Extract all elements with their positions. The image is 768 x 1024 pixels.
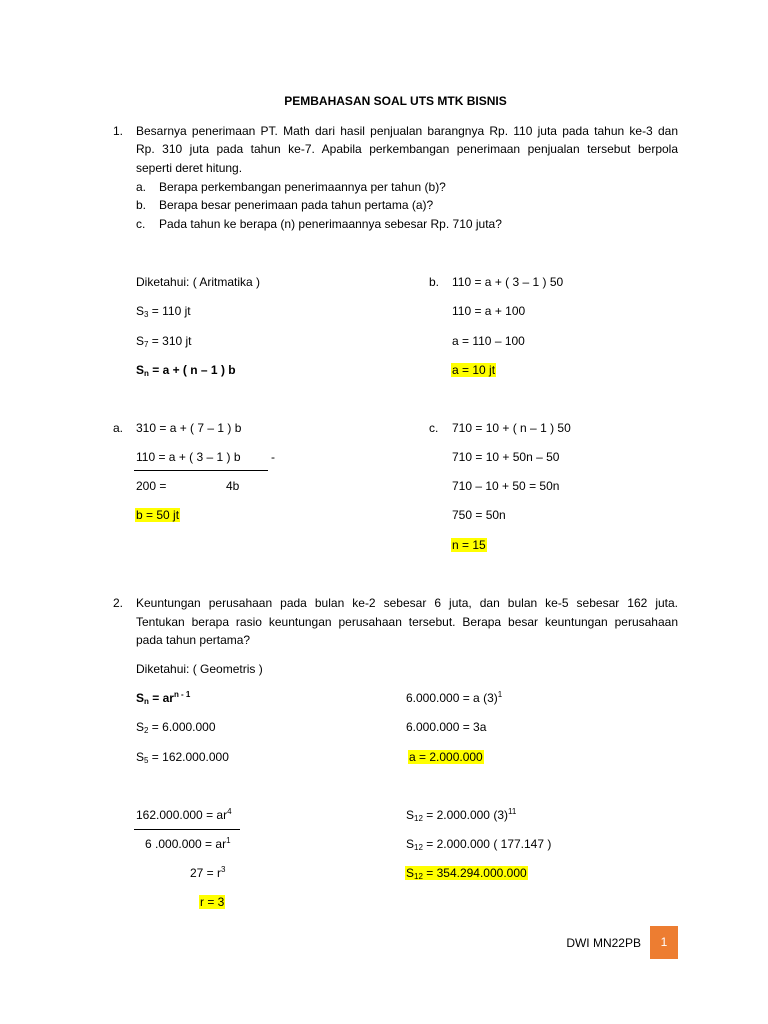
q2-first-term-eq1 [406, 690, 502, 706]
q1-number: 1. [113, 124, 124, 138]
symbol: S [406, 866, 415, 880]
q1-question-a: Berapa perkembangan penerimaannya per tahun (b)? [159, 180, 446, 194]
page-number-badge [650, 926, 678, 959]
q2-line-1: Keuntungan perusahaan pada bulan ke-2 sebesar 6 juta, dan bulan ke-5 sebesar 162 juta. [136, 596, 678, 610]
symbol: S [136, 304, 145, 318]
q2-number: 2. [113, 596, 124, 610]
q1-given-s3 [136, 303, 191, 319]
q2-first-term-eq2: 6.000.000 = 3a [406, 720, 487, 734]
q2-s12-eq2 [406, 836, 551, 852]
value: = 354.294.000.000 [422, 866, 527, 880]
q2-s12-final [405, 866, 528, 880]
exponent: 4 [227, 807, 232, 816]
symbol: S [136, 720, 145, 734]
subscript: 12 [414, 814, 423, 823]
q2-ratio-final-row [199, 894, 225, 910]
q1-answer-b-final-row [451, 362, 496, 378]
value: = ar [148, 691, 174, 705]
q1-answer-a-eq2: 110 = a + ( 3 – 1 ) b [136, 450, 241, 464]
q1-answer-c-step-1: 710 = 10 + ( n – 1 ) 50 [452, 421, 571, 435]
symbol: S [136, 363, 145, 377]
symbol: S [136, 334, 145, 348]
value: = 310 jt [148, 334, 192, 348]
q1-answer-a-result-left: 200 = [136, 479, 167, 493]
q2-line-3: pada tahun pertama? [136, 633, 251, 647]
q2-ratio-denominator [145, 836, 231, 852]
symbol: S [406, 837, 415, 851]
q1-answer-c-final-row [451, 537, 487, 553]
q1-answer-a-operator: - [271, 450, 275, 464]
value: 162.000.000 = ar [136, 808, 228, 822]
q2-ratio-final: r = 3 [200, 895, 225, 909]
q2-ratio-result [190, 865, 225, 881]
q1-question-b-marker: b. [136, 198, 147, 212]
subscript: 7 [144, 340, 149, 349]
q2-given-formula [136, 690, 190, 706]
q1-line-1: Besarnya penerimaan PT. Math dari hasil penjualan barangnya Rp. 110 juta pada tahun ke-3 dan [136, 124, 678, 138]
value: = 162.000.000 [148, 750, 229, 764]
q1-answer-c-step-4: 750 = 50n [452, 508, 506, 522]
q2-given-heading: Diketahui: ( Geometris ) [136, 662, 263, 676]
q2-ratio-division-line [134, 829, 240, 830]
value: = 2.000.000 (3) [422, 808, 508, 822]
q1-answer-c-final: n = 15 [452, 538, 486, 552]
q2-s12-eq1 [406, 807, 516, 823]
q1-given-heading: Diketahui: ( Aritmatika ) [136, 275, 261, 289]
q2-first-term-final: a = 2.000.000 [409, 750, 483, 764]
exponent: 1 [497, 690, 503, 699]
page-title: PEMBAHASAN SOAL UTS MTK BISNIS [284, 94, 507, 108]
exponent: 3 [221, 865, 226, 874]
q2-given-s5 [136, 749, 229, 765]
exponent: 1 [226, 836, 231, 845]
q1-question-b: Berapa besar penerimaan pada tahun pertama (a)? [159, 198, 434, 212]
q1-answer-a-final-row [135, 507, 180, 523]
q1-line-3: seperti deret hitung. [136, 161, 243, 175]
q1-answer-a-final: b = 50 jt [136, 508, 180, 522]
subscript: 3 [144, 310, 149, 319]
q1-question-c-marker: c. [136, 217, 146, 231]
q2-first-term-final-row [408, 749, 484, 765]
q1-answer-b-final: a = 10 jt [452, 363, 496, 377]
subscript: 12 [414, 872, 423, 881]
q1-answer-c-step-2: 710 = 10 + 50n – 50 [452, 450, 560, 464]
q1-given-formula [136, 362, 236, 378]
exponent: n - 1 [173, 690, 191, 699]
subscript: n [144, 369, 149, 378]
footer-author: DWI MN22PB [566, 936, 641, 950]
q2-s12-final-row [405, 865, 528, 881]
page-number: 1 [660, 935, 668, 949]
value: 6 .000.000 = ar [145, 837, 227, 851]
q1-answer-b-marker: b. [429, 275, 440, 289]
subscript: 2 [144, 726, 149, 735]
symbol: S [406, 808, 415, 822]
exponent: 11 [507, 807, 517, 816]
subscript: 5 [144, 756, 149, 765]
q1-answer-c-marker: c. [429, 421, 439, 435]
q1-answer-a-result-right: 4b [226, 479, 240, 493]
q1-answer-b-step-3: a = 110 – 100 [452, 334, 525, 348]
subscript: n [144, 697, 149, 706]
q1-answer-a-marker: a. [113, 421, 124, 435]
subscript: 12 [414, 843, 423, 852]
value: 6.000.000 = a (3) [406, 691, 498, 705]
value: = a + ( n – 1 ) b [148, 363, 236, 377]
q1-answer-b-step-2: 110 = a + 100 [452, 304, 526, 318]
value: = 6.000.000 [148, 720, 216, 734]
symbol: S [136, 750, 145, 764]
symbol: S [136, 691, 145, 705]
value: 27 = r [190, 866, 222, 880]
q1-given-s7 [136, 333, 192, 349]
q1-question-a-marker: a. [136, 180, 147, 194]
q1-answer-c-step-3: 710 – 10 + 50 = 50n [452, 479, 560, 493]
value: = 2.000.000 ( 177.147 ) [422, 837, 552, 851]
q1-answer-a-eq1: 310 = a + ( 7 – 1 ) b [136, 421, 242, 435]
q1-line-2: Rp. 310 juta pada tahun ke-7. Apabila perkembangan penerimaan penjualan tersebut berpola [136, 142, 678, 156]
q1-answer-b-step-1: 110 = a + ( 3 – 1 ) 50 [452, 275, 564, 289]
q2-given-s2 [136, 719, 216, 735]
q2-line-2: Tentukan berapa rasio keuntungan perusahaan tersebut. Berapa besar keuntungan perusahaan [136, 615, 678, 629]
q2-ratio-numerator [136, 807, 232, 823]
value: = 110 jt [148, 304, 191, 318]
q1-question-c: Pada tahun ke berapa (n) penerimaannya sebesar Rp. 710 juta? [159, 217, 502, 231]
q1-answer-a-subtraction-line [134, 470, 268, 471]
